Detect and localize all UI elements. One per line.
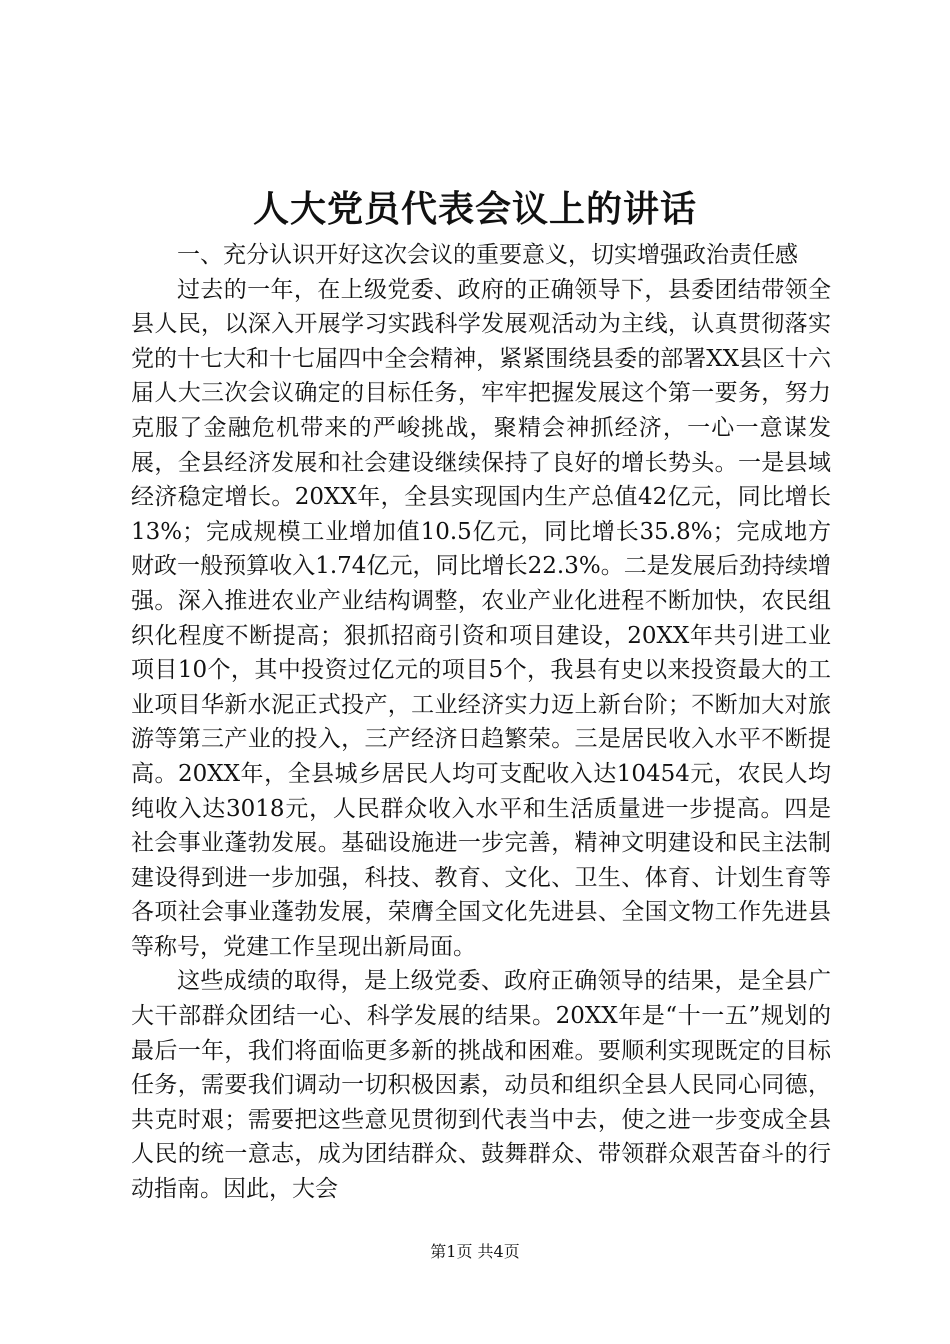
document-body (131, 238, 831, 1207)
document-title: 人大党员代表会议上的讲话 (252, 188, 697, 230)
paragraph-section-heading: 一、充分认识开好这次会议的重要意义，切实增强政治责任感 (177, 242, 798, 268)
paragraph-achievements: 过去的一年，在上级党委、政府的正确领导下，县委团结带领全县人民，以深入开展学习实践科学发展观活动为主线，认真贯彻落实党的十七大和十七届四中全会精神，紧紧围绕县委的部署XX县区十六届人大三次会议确定的目标任务，牢牢把握发展这个第一要务，努力克服了金融危机带来的严峻挑战，聚精会神抓经济，一心一意谋发展，全县经济发展和社会建设继续保持了良好的增长势头。一是县域经济稳定增长。20XX年，全县实现国内生产总值42亿元，同比增长13%；完成规模工业增加值10.5亿元，同比增长35.8%；完成地方财政一般预算收入1.74亿元，同比增长22.3%。二是发展后劲持续增强。深入推进农业产业结构调整，农业产业化进程不断加快，农民组织化程度不断提高；狠抓招商引资和项目建设，20XX年共引进工业项目10个，其中投资过亿元的项目5个，我县有史以来投资最大的工业项目华新水泥正式投产，工业经济实力迈上新台阶；不断加大对旅游等第三产业的投入，三产经济日趋繁荣。三是居民收入水平不断提高。20XX年，全县城乡居民人均可支配收入达10454元，农民人均纯收入达3018元，人民群众收入水平和生活质量进一步提高。四是社会事业蓬勃发展。基础设施进一步完善，精神文明建设和民主法制建设得到进一步加强，科技、教育、文化、卫生、体育、计划生育等各项社会事业蓬勃发展，荣膺全国文化先进县、全国文物工作先进县等称号，党建工作呈现出新局面。 (131, 276, 831, 960)
page-number-footer: 第1页 共4页 (430, 1242, 520, 1261)
paragraph-conclusion: 这些成绩的取得，是上级党委、政府正确领导的结果，是全县广大干部群众团结一心、科学发展的结果。20XX年是“十一五”规划的最后一年，我们将面临更多新的挑战和困难。要顺利实现既定的目标任务，需要我们调动一切积极因素，动员和组织全县人民同心同德，共克时艰；需要把这些意见贯彻到代表当中去，使之进一步变成全县人民的统一意志，成为团结群众、鼓舞群众、带领群众艰苦奋斗的行动指南。因此，大会 (131, 968, 831, 1203)
